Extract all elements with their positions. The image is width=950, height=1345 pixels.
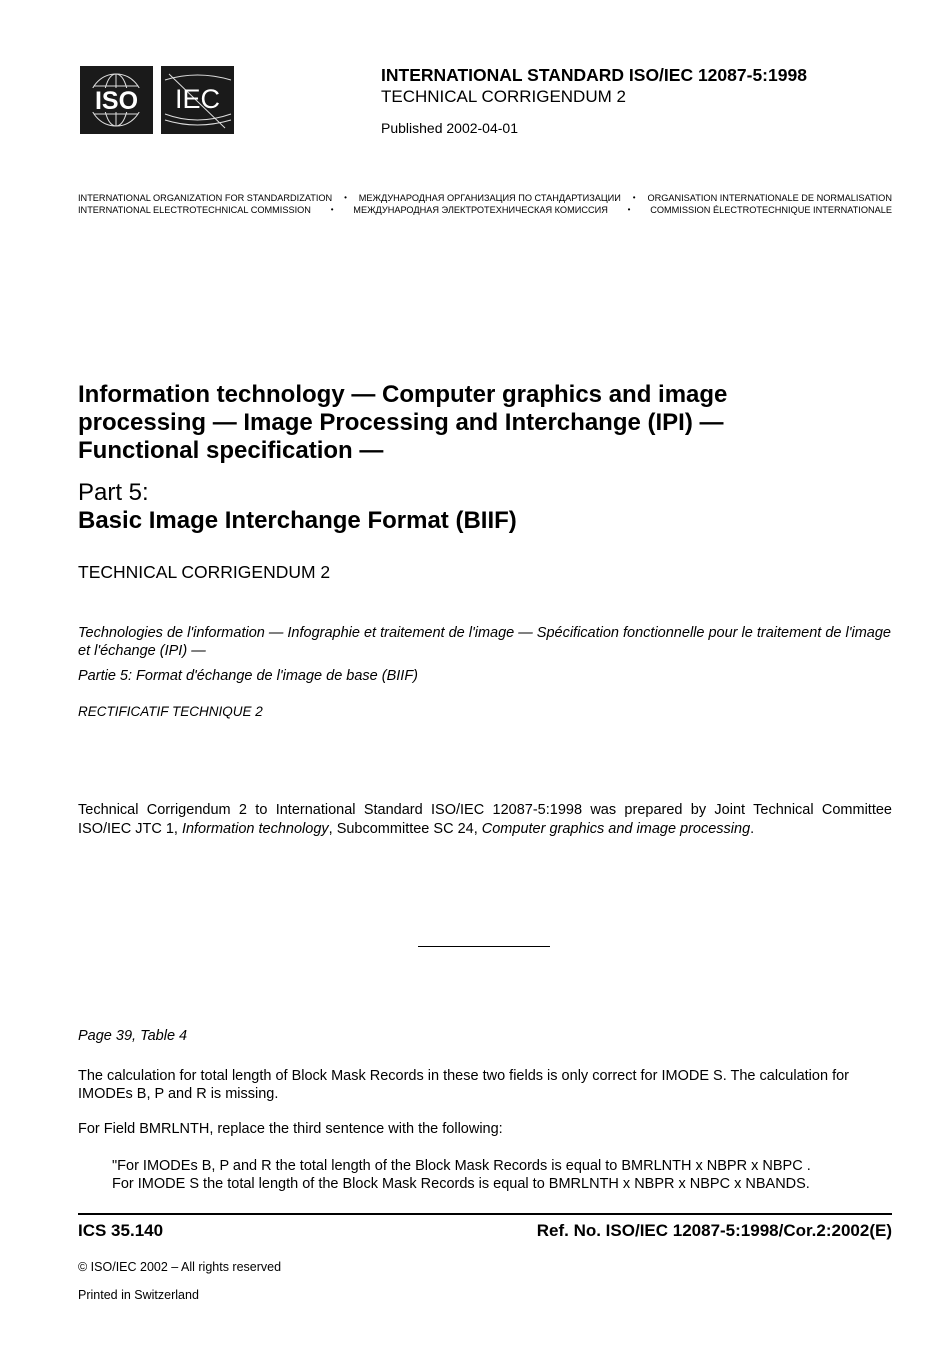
org-iso-en: INTERNATIONAL ORGANIZATION FOR STANDARDIZATION bbox=[78, 193, 333, 203]
iec-logo-text: IEC bbox=[174, 84, 221, 114]
org-line-1 bbox=[78, 193, 892, 203]
body-paragraph-1: The calculation for total length of Block Mask Records in these two fields is only correct for IMODE S. The calculation for IMODEs B, P and R is missing. bbox=[78, 1068, 849, 1102]
document-title: Information technology — Computer graphics and image processing — Image Processing and Interchange (IPI) — Functional specification — bbox=[78, 381, 728, 464]
org-iec-en: INTERNATIONAL ELECTROTECHNICAL COMMISSION bbox=[78, 205, 311, 215]
prep-text-2: , Subcommittee SC 24, bbox=[328, 820, 482, 837]
bullet-separator: • bbox=[344, 193, 347, 202]
published-date: Published 2002-04-01 bbox=[381, 120, 518, 136]
separator-line bbox=[418, 946, 550, 947]
copyright-notice: © ISO/IEC 2002 – All rights reserved bbox=[78, 1260, 282, 1274]
preparation-paragraph bbox=[78, 801, 892, 838]
quote-line-1: "For IMODEs B, P and R the total length of the Block Mask Records is equal to BMRLNTH x NBPR x NBPC . bbox=[112, 1158, 811, 1174]
iec-logo bbox=[161, 66, 234, 134]
prep-italic-1: Information technology bbox=[181, 820, 329, 837]
iso-logo bbox=[80, 66, 153, 134]
standard-title: INTERNATIONAL STANDARD ISO/IEC 12087-5:1998 bbox=[381, 65, 807, 85]
reference-number: Ref. No. ISO/IEC 12087-5:1998/Cor.2:2002(E) bbox=[536, 1221, 892, 1240]
org-iec-fr: COMMISSION ÉLECTROTECHNIQUE INTERNATIONALE bbox=[650, 205, 892, 215]
bullet-separator: • bbox=[330, 205, 334, 214]
part-label: Part 5: bbox=[78, 479, 149, 506]
quote-line-2: For IMODE S the total length of the Block Mask Records is equal to BMRLNTH x NBPR x NBPC x NBANDS. bbox=[112, 1176, 810, 1192]
printed-notice: Printed in Switzerland bbox=[78, 1288, 199, 1302]
ics-code: ICS 35.140 bbox=[78, 1221, 164, 1240]
org-iso-fr: ORGANISATION INTERNATIONALE DE NORMALISATION bbox=[647, 193, 892, 203]
bullet-separator: • bbox=[632, 193, 636, 202]
footer-rule bbox=[78, 1213, 892, 1215]
french-rectificatif: RECTIFICATIF TECHNIQUE 2 bbox=[78, 704, 263, 719]
org-iec-ru: МЕЖДУНАРОДНАЯ ЭЛЕКТРОТЕХНИЧЕСКАЯ КОМИССИЯ bbox=[353, 205, 608, 215]
french-title: Technologies de l'information — Infographie et traitement de l'image — Spécification fonctionnelle pour le traitement de l'image et l'échange (IPI) — bbox=[78, 625, 891, 659]
replacement-quote bbox=[112, 1157, 902, 1193]
prep-text-1: Technical Corrigendum 2 to International Standard ISO/IEC 12087-5:1998 was prepared by Joint Technical Committee ISO/IEC JTC 1, bbox=[78, 802, 892, 837]
org-iso-ru: МЕЖДУНАРОДНАЯ ОРГАНИЗАЦИЯ ПО СТАНДАРТИЗАЦИИ bbox=[358, 193, 621, 203]
part-title: Basic Image Interchange Format (BIIF) bbox=[78, 507, 517, 534]
corrigendum-label: TECHNICAL CORRIGENDUM 2 bbox=[381, 87, 626, 106]
prep-text-3: . bbox=[750, 820, 755, 837]
technical-corrigendum-heading: TECHNICAL CORRIGENDUM 2 bbox=[78, 562, 331, 582]
body-paragraph-2: For Field BMRLNTH, replace the third sentence with the following: bbox=[78, 1121, 503, 1137]
french-part-title: Partie 5: Format d'échange de l'image de base (BIIF) bbox=[78, 668, 419, 684]
page-reference: Page 39, Table 4 bbox=[78, 1028, 188, 1044]
org-line-2 bbox=[78, 205, 892, 215]
bullet-separator: • bbox=[627, 205, 631, 214]
prep-italic-2: Computer graphics and image processing bbox=[481, 820, 751, 837]
iso-logo-text: ISO bbox=[94, 87, 139, 115]
